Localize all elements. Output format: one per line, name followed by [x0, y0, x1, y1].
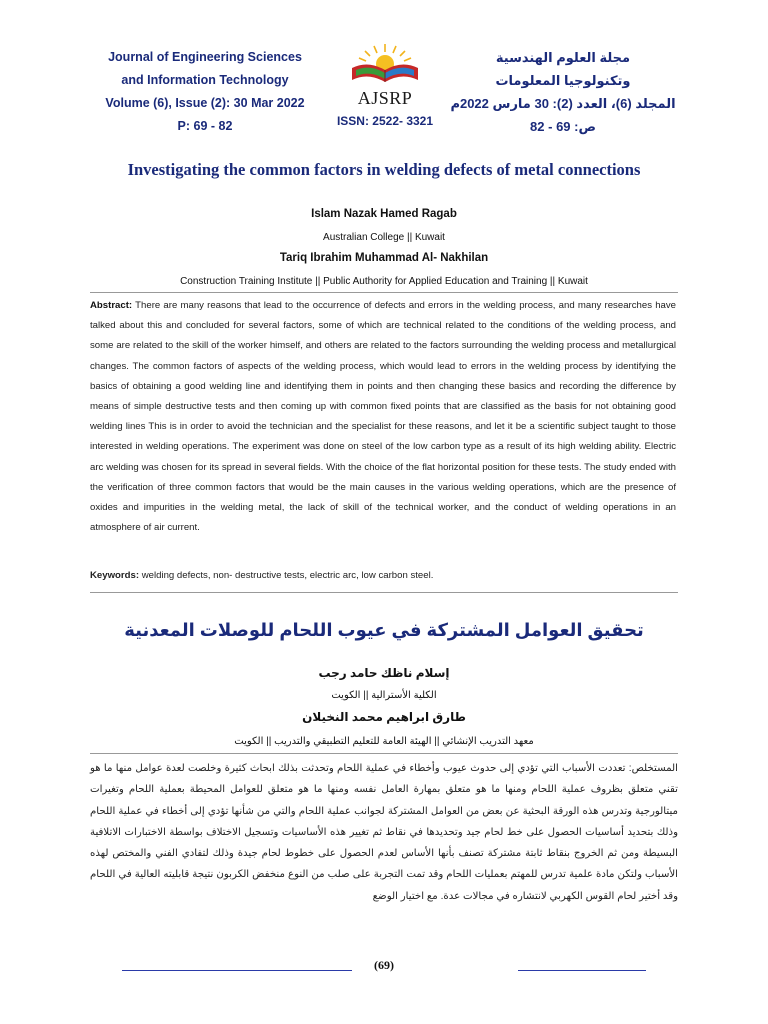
pages-ar: ص: 69 - 82: [530, 119, 596, 134]
volume-issue-en: Volume (6), Issue (2): 30 Mar 2022: [105, 96, 305, 110]
pages-en: P: 69 - 82: [177, 119, 233, 133]
journal-name-ar-line2: وتكنولوجيا المعلومات: [495, 73, 631, 88]
journal-header-ar: [448, 46, 678, 138]
abstract-ar: المستخلص: تعددت الأسباب التي تؤدي إلى حدوث عيوب وأخطاء في عملية اللحام وتحدثت بذلك ابحاث كثيرة وخلصت لعدة عوامل منها ما هو تقني متعلق بظروف عملية اللحام ومنها ما هو متعلق بمهارة العامل نفسه ومنها ما هو متعلق للعوامل المحيطة بعملية اللحام وتغيرات ميتالورجية وتدرس هذه الورقة البحثية عن بعض من العوامل المشتركة لجوانب عملية اللحام والتي من شأنها تؤدي إلى أخطاء في عملية اللحام وذلك بتحديد أساسيات الحصول على خط لحام جيد وتحديدها في نقاط ثم تغيير هذه الأساسيات وتسجيل الاختلاف بواسطة الاختبارات الاتلافية البسيطة ومن ثم الخروج بنقاط ثابتة مشتركة تصنف بأنها الأساس لعدم الحصول على خطوط لحام جيدة وذلك لتفادي الفني والمختص لهذه الأسباب ولتكن مادة علمية تدرس للمهتم بعمليات اللحام وقد تمت التجربة على صلب من النوع منخفض الكربون نتيجة قابليته العالية في اللحام وقد أختير لحام القوس الكهربي لانتشاره في مجالات عدة. مع اختيار الوضع: [90, 763, 678, 902]
author1-en: Islam Nazak Hamed Ragab: [311, 208, 457, 220]
abstract-text: There are many reasons that lead to the occurrence of defects and errors in the welding process, and many researches have talked about this and concluded for several factors, some of which are technical related to the conditions of the welding process, and some are related to the skill of the worker himself, and others are related to the factors surrounding the welding process and metallurgical changes. The common factors of aspects of the welding process, which would lead to errors in the welding process by identifying the basics of obtaining a good welding line and identifying them in points and then changing these basics and recording the difference by means of simple destructive tests and then coming up with common fixed points that are classified as the basis for not obtaining good welding lines This is in order to avoid the technician and the specialist for these reasons, and let it be a scientific subject taught to those interested in welding operations. The experiment was done on steel of the low carbon type as a result of its high welding ability. Electric arc welding was chosen for its spread in several fields. With the choice of the flat horizontal position for these tests. The study ended with the verification of three common factors that would be the main causes in the various welding operations, which are the presence of oxides and impurities in the welding metal, the lack of skill of the technical worker, and the conduct of welding operations in an atmosphere of air current.: [90, 300, 676, 534]
journal-name-ar-line1: مجلة العلوم الهندسية: [495, 50, 631, 65]
affiliation2-ar: معهد التدريب الإنشائي || الهيئة العامة للتعليم التطبيقي والتدريب || الكويت: [234, 736, 534, 747]
abstract-en: [90, 296, 676, 538]
journal-header-en: [90, 46, 320, 138]
journal-name-en-line2: and Information Technology: [121, 73, 289, 87]
divider: [90, 592, 678, 593]
paper-title-ar: تحقيق العوامل المشتركة في عيوب اللحام للوصلات المعدنية: [124, 620, 644, 640]
author1-ar: إسلام ناظك حامد رجب: [318, 666, 450, 680]
abstract-label: Abstract:: [90, 300, 133, 311]
divider: [90, 753, 678, 754]
affiliation1-ar: الكلية الأسترالية || الكويت: [331, 690, 437, 701]
issn: ISSN: 2522- 3321: [336, 114, 434, 128]
journal-name-en-line1: Journal of Engineering Sciences: [108, 50, 302, 64]
footer-line-left: [122, 970, 352, 971]
paper-title-en: Investigating the common factors in welding defects of metal connections: [127, 160, 641, 179]
book-sun-icon: [330, 40, 440, 90]
logo-text: AJSRP: [357, 88, 413, 108]
footer-line-right: [518, 970, 646, 971]
author2-en: Tariq Ibrahim Muhammad Al- Nakhilan: [279, 252, 489, 264]
keywords-text: welding defects, non- destructive tests, electric arc, low carbon steel.: [141, 570, 434, 581]
page-number: (69): [374, 958, 394, 972]
keywords-en: [90, 570, 676, 581]
divider: [90, 292, 678, 293]
author2-ar: طارق ابراهيم محمد النخيلان: [302, 710, 466, 724]
keywords-label: Keywords:: [90, 570, 140, 581]
affiliation1-en: Australian College || Kuwait: [323, 232, 445, 243]
volume-issue-ar: المجلد (6)، العدد (2): 30 مارس 2022م: [450, 96, 676, 111]
affiliation2-en: Construction Training Institute || Public Authority for Applied Education and Training || Kuwait: [180, 276, 588, 287]
